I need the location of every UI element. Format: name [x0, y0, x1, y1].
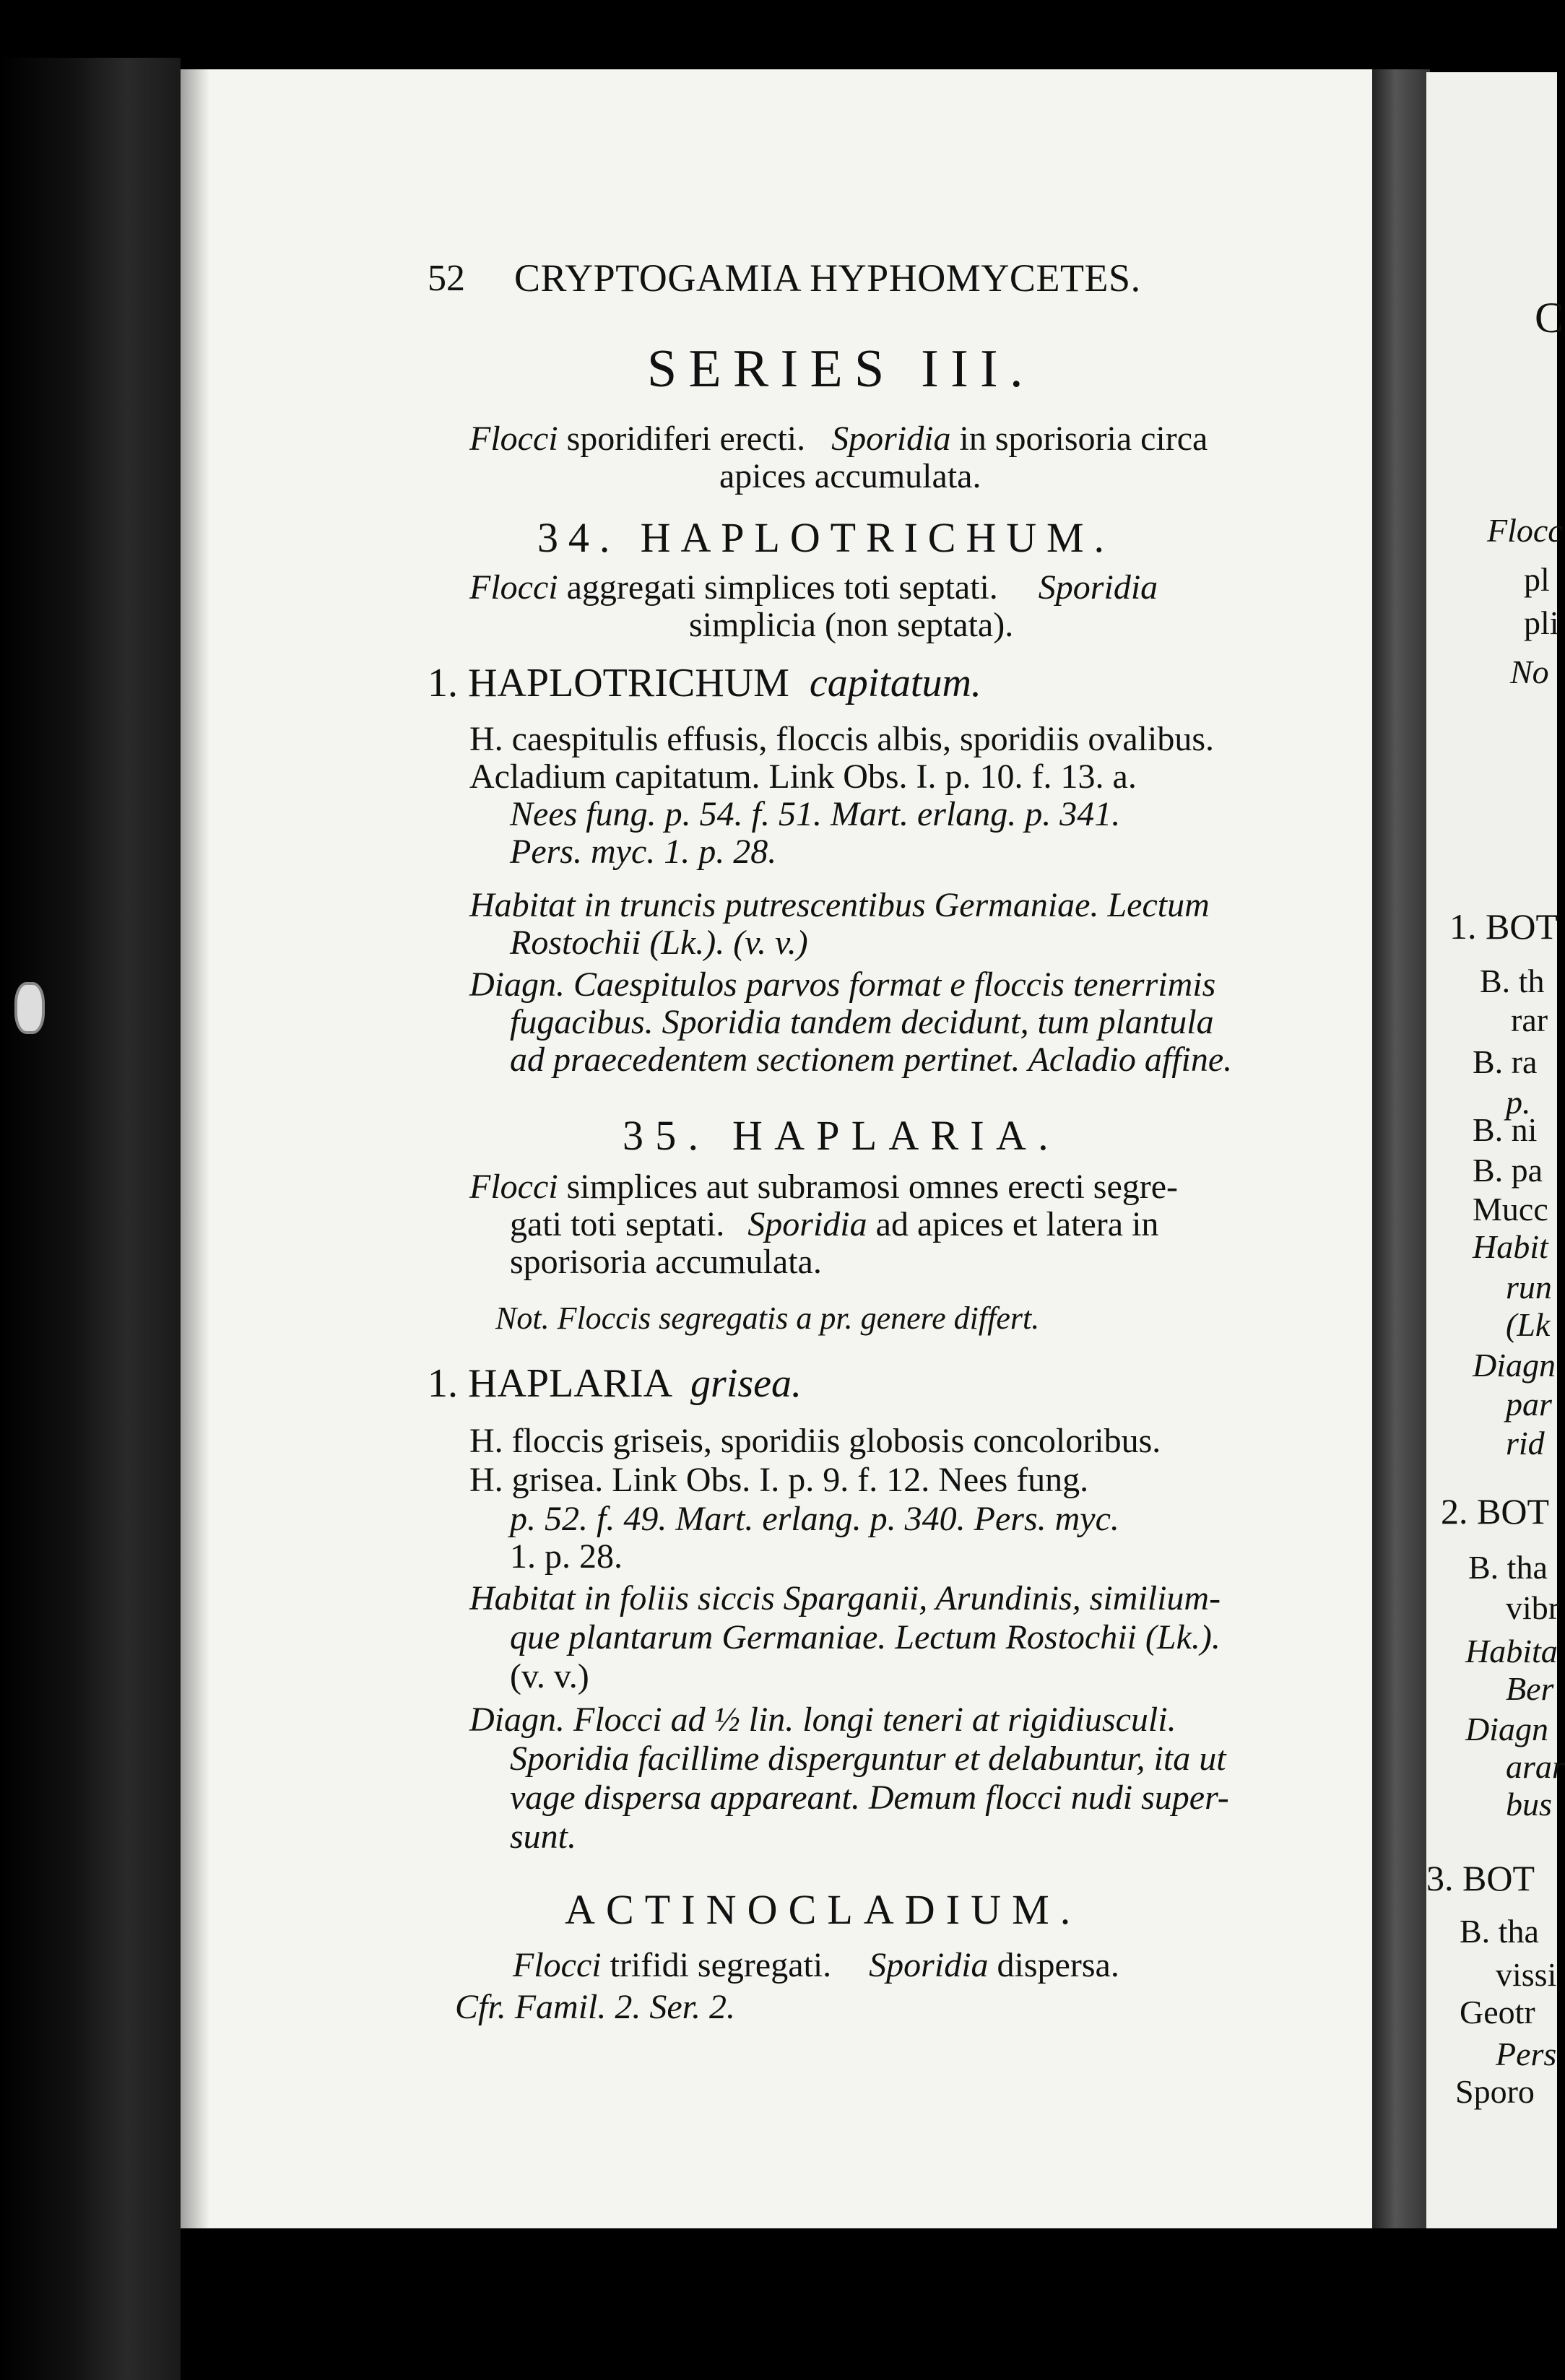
facing-page-text: rid: [1506, 1425, 1545, 1462]
facing-page-text: B. pa: [1473, 1152, 1543, 1189]
species-text-line: sunt.: [510, 1817, 577, 1856]
facing-page-text: B. tha: [1460, 1913, 1539, 1950]
species-heading: 1. HAPLOTRICHUM capitatum.: [428, 661, 981, 705]
species-text-line: Nees fung. p. 54. f. 51. Mart. erlang. p. 341.: [510, 795, 1121, 833]
species-text-line: ad praecedentem sectionem pertinet. Acladio affine.: [510, 1041, 1233, 1079]
facing-page-text: pl: [1524, 561, 1550, 598]
species-text-line: Pers. myc. 1. p. 28.: [510, 833, 777, 871]
page-shadow: [181, 69, 209, 2228]
scan-bottom-border: [181, 2228, 1557, 2380]
facing-page-text: run: [1506, 1269, 1552, 1306]
species-text-line: Rostochii (Lk.). (v. v.): [510, 924, 808, 962]
species-text-line: H. grisea. Link Obs. I. p. 9. f. 12. Nees fung.: [469, 1461, 1089, 1499]
species-text-line: vage dispersa appareant. Demum flocci nudi super-: [510, 1779, 1229, 1817]
facing-page-text: Mucc: [1473, 1191, 1548, 1228]
scan-mark: [14, 982, 45, 1034]
facing-page-text: Sporo: [1455, 2073, 1535, 2110]
running-title: CRYPTOGAMIA HYPHOMYCETES.: [514, 256, 1141, 300]
species-text-line: H. floccis griseis, sporidiis globosis concoloribus.: [469, 1422, 1161, 1460]
genus-description-line: gati toti septati. Sporidia ad apices et latera in: [510, 1205, 1159, 1243]
facing-page-text: Diagn: [1473, 1347, 1556, 1384]
facing-page-text: B. th: [1480, 963, 1545, 999]
species-text-line: fugacibus. Sporidia tandem decidunt, tum plantula: [510, 1003, 1214, 1041]
facing-page-text: bus: [1506, 1786, 1552, 1823]
page-number: 52: [428, 258, 465, 299]
facing-page-text: Flocc: [1487, 512, 1563, 549]
series-description-line: Flocci sporidiferi erecti. Sporidia in sporisoria circa: [469, 420, 1208, 458]
facing-page-text: rar: [1511, 1002, 1548, 1038]
genus-heading: 35. HAPLARIA.: [623, 1112, 1060, 1159]
facing-page-text: p.: [1506, 1084, 1531, 1121]
facing-page-text: pli: [1524, 604, 1559, 641]
species-heading: 1. HAPLARIA grisea.: [428, 1361, 802, 1406]
facing-page-text: arar: [1506, 1748, 1565, 1785]
genus-heading: 34. HAPLOTRICHUM.: [537, 514, 1114, 561]
facing-page-text: Habita: [1465, 1633, 1558, 1669]
genus-description-line: Cfr. Famil. 2. Ser. 2.: [455, 1988, 736, 2026]
species-text-line: Habitat in truncis putrescentibus Germaniae. Lectum: [469, 886, 1210, 924]
genus-heading: ACTINOCLADIUM.: [565, 1886, 1082, 1933]
facing-page-text: C: [1535, 294, 1564, 342]
species-text-line: 1. p. 28.: [510, 1537, 623, 1576]
facing-page-text: B. tha: [1468, 1549, 1548, 1586]
species-text-line: (v. v.): [510, 1657, 589, 1695]
series-title: SERIES III.: [647, 339, 1035, 399]
facing-page-text: Ber: [1506, 1670, 1554, 1707]
facing-page-text: vibr: [1506, 1589, 1560, 1626]
genus-description-line: Flocci trifidi segregati. Sporidia dispersa.: [513, 1946, 1119, 1984]
facing-page: [1426, 72, 1565, 2238]
facing-page-text: vissi: [1496, 1956, 1557, 1993]
genus-description-line: Flocci simplices aut subramosi omnes erecti segre-: [469, 1168, 1179, 1206]
species-text-line: H. caespitulis effusis, floccis albis, sporidiis ovalibus.: [469, 720, 1214, 758]
series-description-line: apices accumulata.: [719, 457, 981, 495]
species-text-line: Habitat in foliis siccis Sparganii, Arundinis, similium-: [469, 1579, 1221, 1617]
facing-page-text: Habit: [1473, 1228, 1548, 1265]
genus-note: Not. Floccis segregatis a pr. genere differt.: [495, 1300, 1040, 1336]
species-text-line: Acladium capitatum. Link Obs. I. p. 10. f. 13. a.: [469, 757, 1137, 796]
book-edge: [0, 58, 181, 2380]
species-text-line: Diagn. Flocci ad ½ lin. longi teneri at rigidiusculi.: [469, 1701, 1176, 1739]
species-text-line: Diagn. Caespitulos parvos format e floccis tenerrimis: [469, 965, 1216, 1004]
book-gutter: [1372, 69, 1430, 2236]
facing-page-text: No: [1510, 653, 1549, 690]
genus-description-line: Flocci aggregati simplices toti septati. Sporidia: [469, 568, 1158, 607]
facing-page-text: 2. BOT: [1441, 1491, 1549, 1532]
scan-top-border: [0, 0, 1557, 72]
genus-description-line: simplicia (non septata).: [689, 606, 1014, 644]
facing-page-text: B. ni: [1473, 1111, 1538, 1148]
facing-page-text: par: [1506, 1386, 1552, 1423]
species-text-line: p. 52. f. 49. Mart. erlang. p. 340. Pers. myc.: [510, 1500, 1119, 1538]
facing-page-text: 1. BOT: [1449, 906, 1558, 947]
facing-page-text: 3. BOT: [1426, 1858, 1535, 1898]
species-text-line: que plantarum Germaniae. Lectum Rostochii (Lk.).: [510, 1618, 1221, 1656]
genus-description-line: sporisoria accumulata.: [510, 1243, 822, 1281]
facing-page-text: (Lk: [1506, 1306, 1551, 1343]
facing-page-text: Geotr: [1460, 1994, 1535, 2031]
facing-page-text: Pers: [1496, 2036, 1557, 2072]
facing-page-text: Diagn: [1465, 1711, 1548, 1747]
species-text-line: Sporidia facillime disperguntur et delabuntur, ita ut: [510, 1740, 1226, 1778]
facing-page-text: B. ra: [1473, 1043, 1538, 1080]
